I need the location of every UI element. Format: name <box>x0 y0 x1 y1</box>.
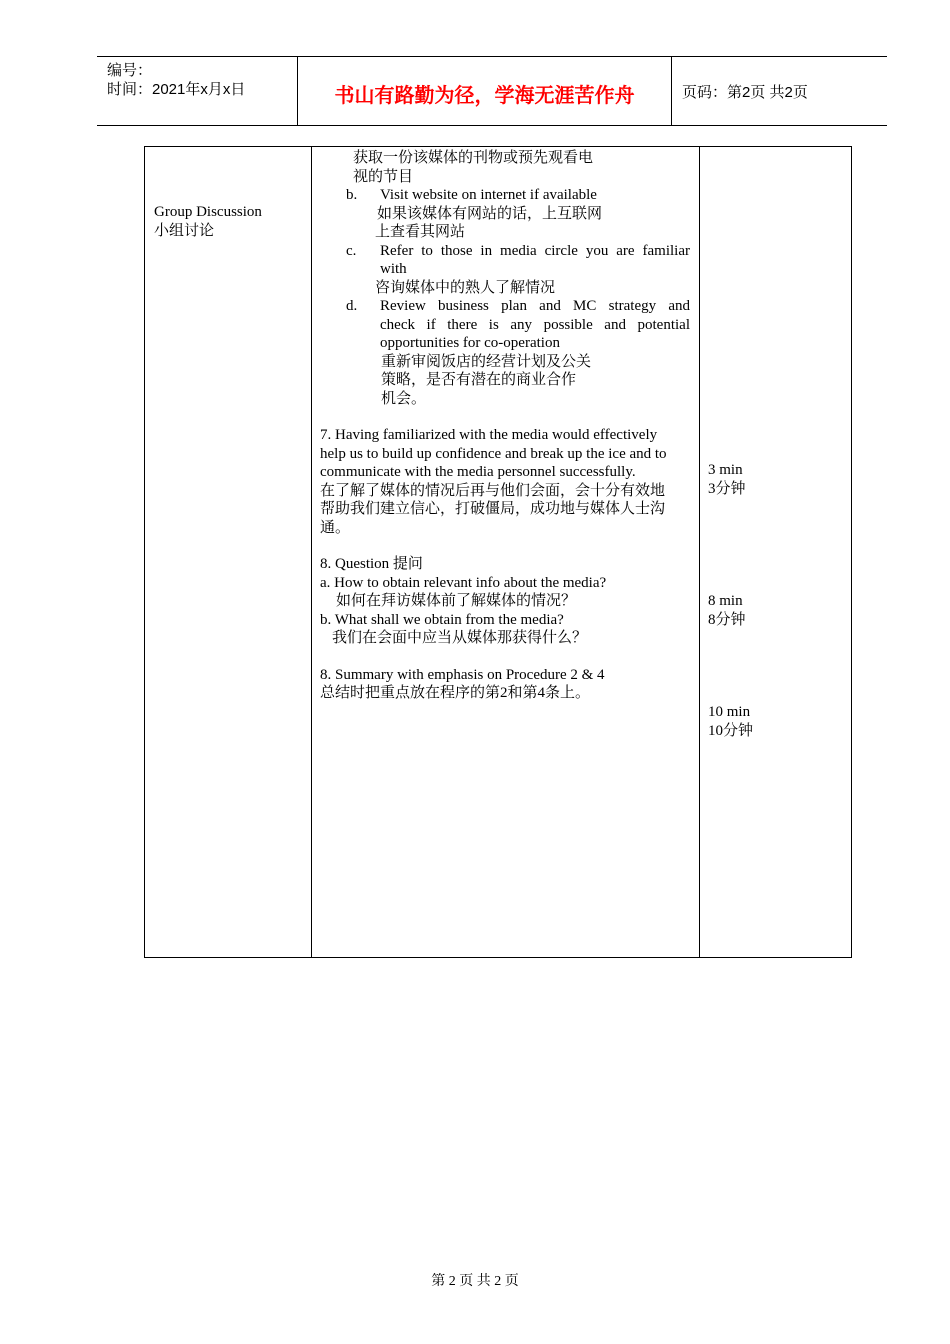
content-cell <box>320 149 690 703</box>
item-text-en: with <box>380 261 407 277</box>
activity-cell <box>154 203 262 241</box>
lesson-table <box>144 146 852 958</box>
motto-text: 书山有路勤为径，学海无涯苦作舟 <box>334 83 635 107</box>
paragraph-text-en: help us to build up confidence and break up the ice and to <box>320 445 667 462</box>
paragraph-7 <box>320 426 690 537</box>
paragraph-text-cn: 在了解了媒体的情况后再与他们会面，会十分有效地 <box>320 482 666 499</box>
timing-entry <box>708 703 753 741</box>
timing-cn: 10分钟 <box>708 723 754 739</box>
question-b-en: b. What shall we obtain from the media? <box>320 611 564 628</box>
date-label: 时间：2021年x月x日 <box>107 81 246 98</box>
column-divider <box>699 147 700 957</box>
question-b-cn: 我们在会面中应当从媒体那获得什么？ <box>332 630 588 646</box>
timing-en: 3 min <box>708 462 743 478</box>
summary-en: 8. Summary with emphasis on Procedure 2 & 4 <box>320 666 605 683</box>
item-text-en: Review business plan and MC strategy and <box>380 298 690 314</box>
item-text-cn: 如果该媒体有网站的话，上互联网 <box>377 205 603 222</box>
timing-en: 8 min <box>708 593 743 609</box>
header-meta-cell <box>97 57 298 125</box>
timing-cn: 3分钟 <box>708 481 746 497</box>
item-text-cn: 机会。 <box>381 390 427 407</box>
spacer <box>320 537 690 555</box>
question-title: 8. Question 提问 <box>320 556 423 572</box>
item-text-en: opportunities for co-operation <box>380 335 560 351</box>
item-label: c. <box>346 242 357 259</box>
serial-number-label: 编号： <box>107 62 153 79</box>
question-section <box>320 555 690 648</box>
question-a-cn: 如何在拜访媒体前了解媒体的情况？ <box>336 593 577 609</box>
activity-cn: 小组讨论 <box>154 223 215 239</box>
item-text-cn: 重新审阅饭店的经营计划及公关 <box>381 353 592 370</box>
paragraph-text-en: communicate with the media personnel successfully. <box>320 464 636 480</box>
paragraph-text-cn: 通。 <box>320 519 351 536</box>
item-text-cn: 策略，是否有潜在的商业合作 <box>381 372 577 388</box>
item-text-cn: 咨询媒体中的熟人了解情况 <box>375 279 556 296</box>
paragraph-text-cn: 帮助我们建立信心，打破僵局，成功地与媒体人士沟 <box>320 501 666 517</box>
item-text-cn: 上查看其网站 <box>375 224 466 240</box>
timing-en: 10 min <box>708 704 751 720</box>
question-a-en: a. How to obtain relevant info about the media? <box>320 574 607 591</box>
timing-entry <box>708 461 746 499</box>
spacer <box>320 408 690 426</box>
item-text-en: Visit website on internet if available <box>380 187 597 203</box>
item-label: b. <box>346 187 358 203</box>
header-page-cell <box>672 57 887 125</box>
item-label: d. <box>346 298 358 314</box>
list-item-b <box>320 186 690 242</box>
continued-line: 视的节目 <box>353 168 414 185</box>
list-item-d <box>320 297 690 408</box>
page-footer: 第 2 页 共 2 页 <box>431 1274 519 1289</box>
continued-line: 获取一份该媒体的刊物或预先观看电 <box>353 150 594 166</box>
spacer <box>320 648 690 666</box>
activity-en: Group Discussion <box>154 204 262 220</box>
paragraph-text-en: 7. Having familiarized with the media would effectively <box>320 427 658 443</box>
list-item-c <box>320 242 690 298</box>
timing-cn: 8分钟 <box>708 612 746 628</box>
timing-entry <box>708 592 746 630</box>
summary-cn: 总结时把重点放在程序的第2和第4条上。 <box>320 685 591 701</box>
page-info: 页码：第2页 共2页 <box>682 84 808 101</box>
column-divider <box>311 147 312 957</box>
page-header <box>97 56 887 126</box>
header-motto-cell <box>298 57 672 125</box>
summary-section <box>320 666 690 703</box>
item-text-en: check if there is any possible and potential <box>380 316 690 333</box>
item-text-en: Refer to those in media circle you are familiar <box>380 242 690 259</box>
